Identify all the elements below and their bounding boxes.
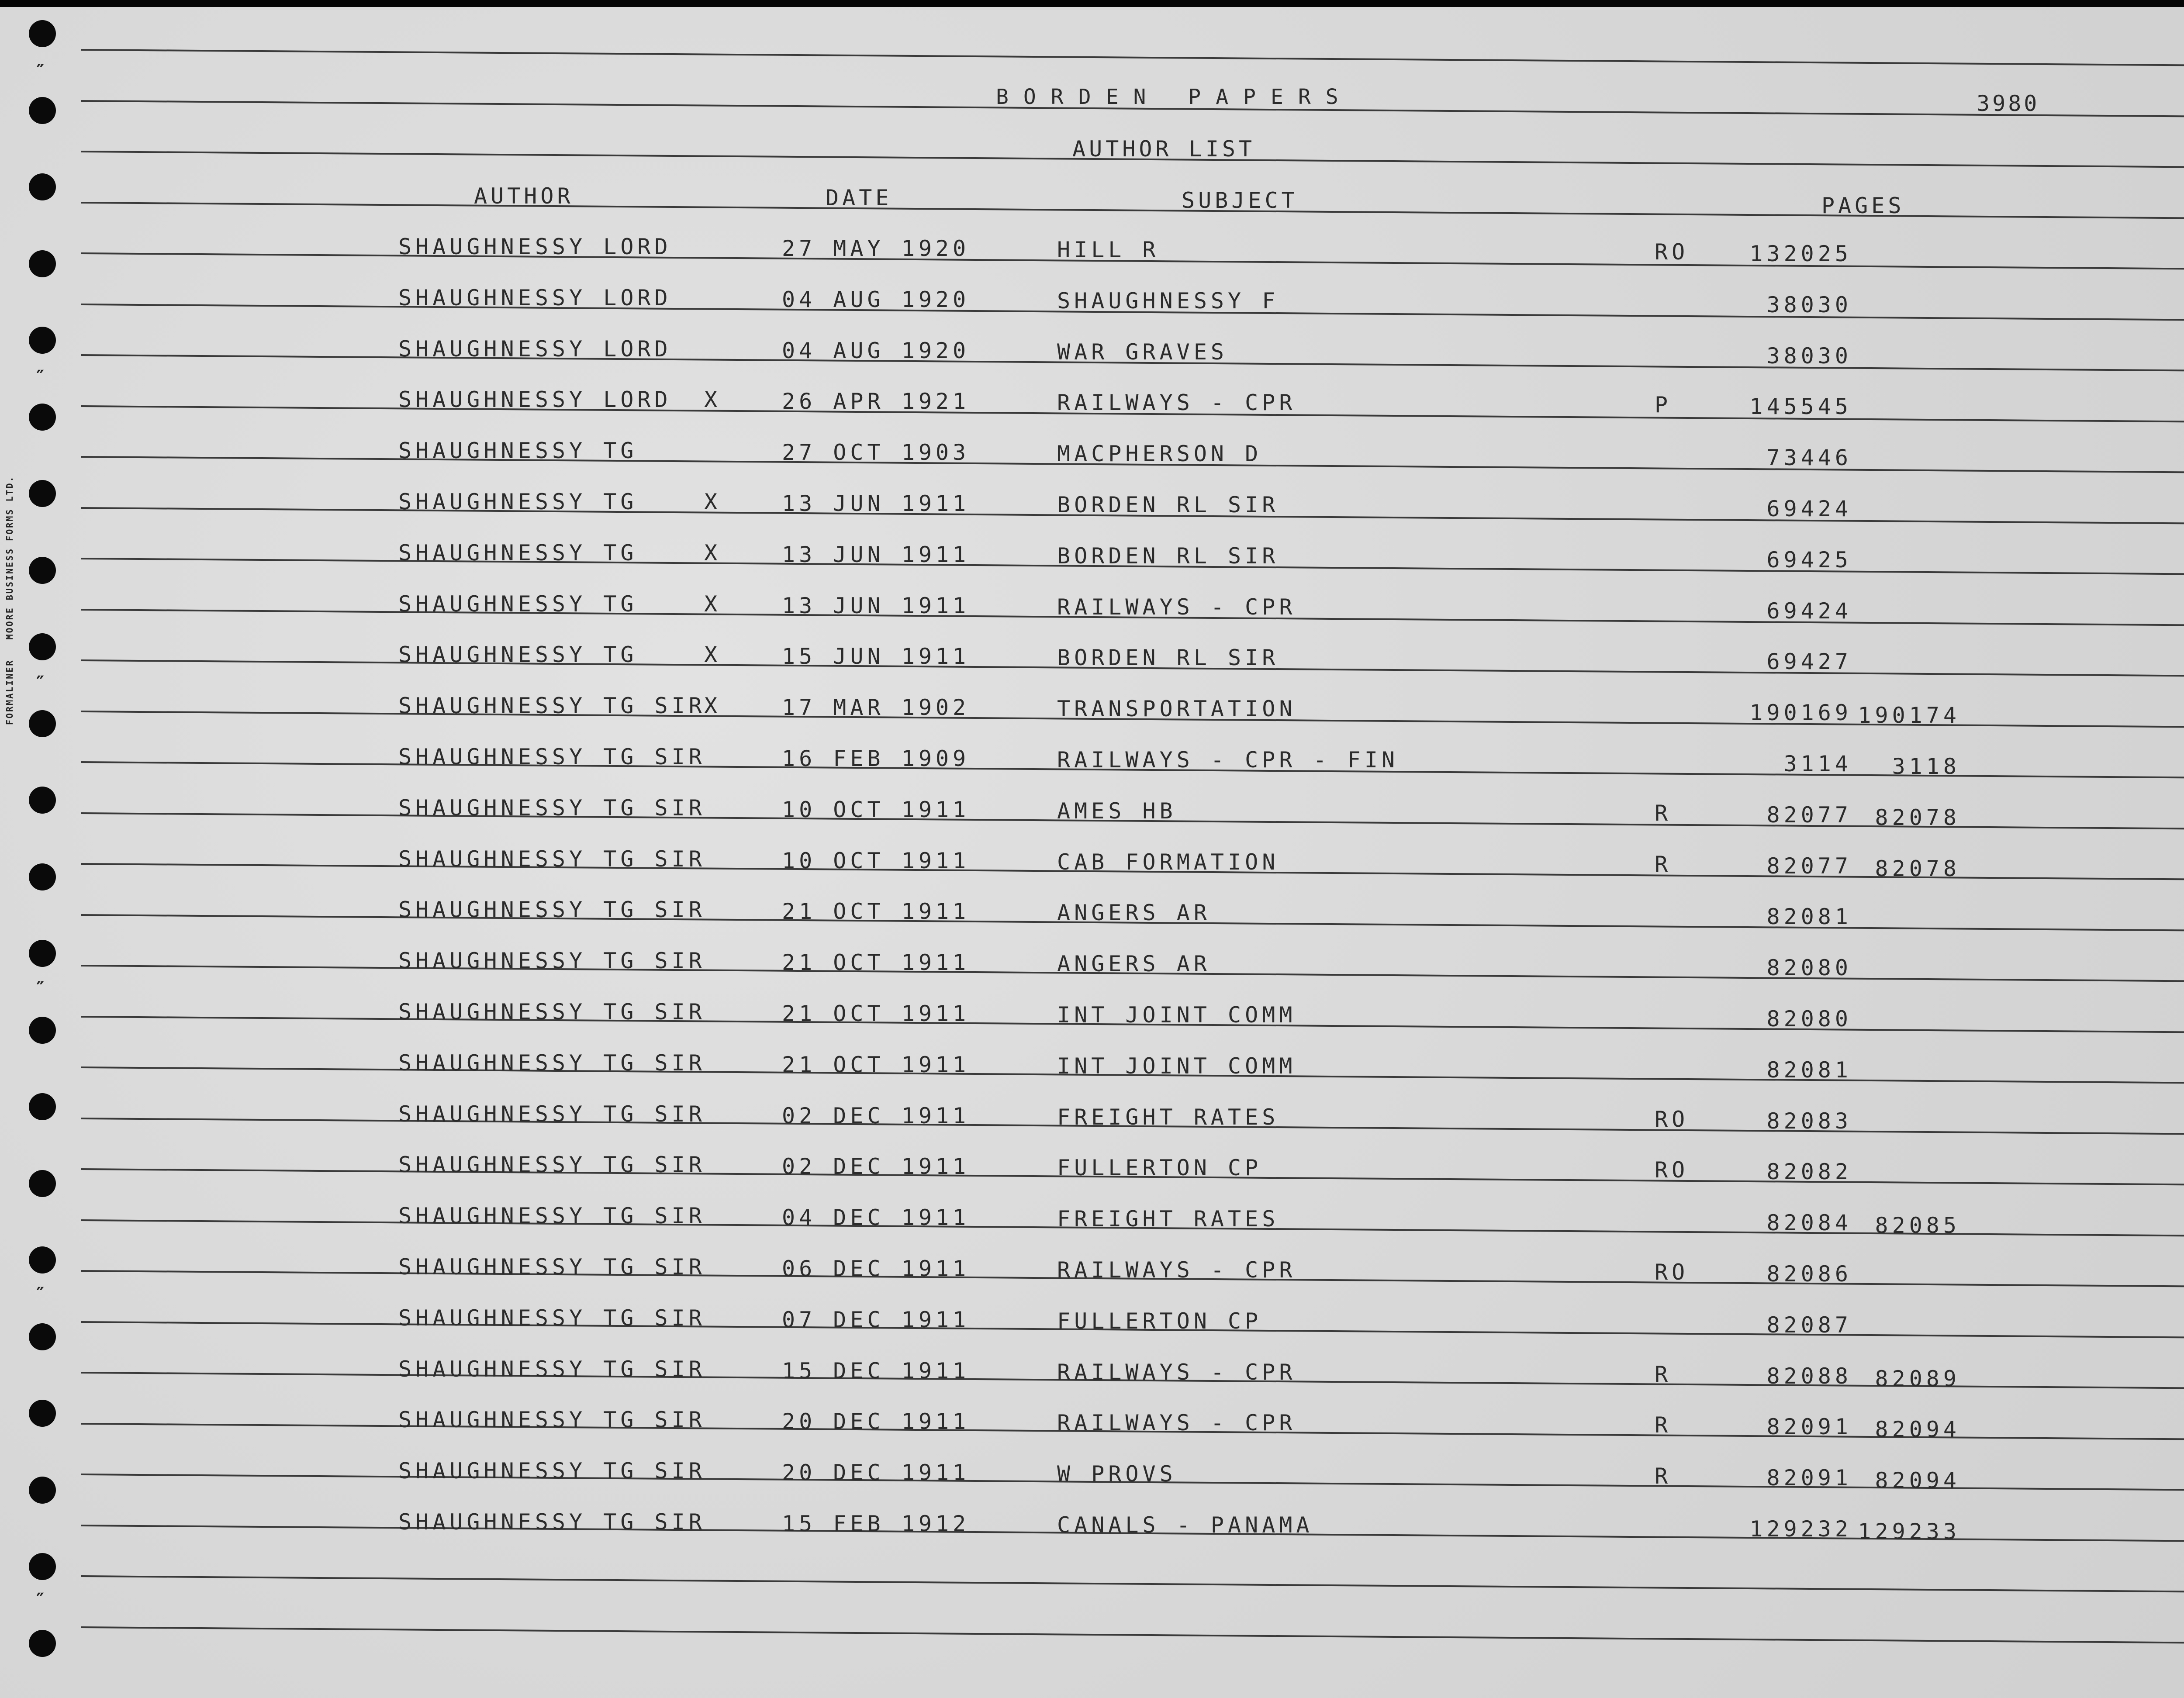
date-cell: 02 DEC 1911	[782, 1154, 970, 1180]
page-start-cell: 82087	[1766, 1312, 1852, 1338]
subject-cell: W PROVS	[1057, 1461, 1177, 1487]
subject-cell: WAR GRAVES	[1057, 339, 1228, 365]
feed-hole	[29, 710, 56, 737]
date-cell: 21 OCT 1911	[782, 1052, 970, 1077]
author-cell: SHAUGHNESSY TG SIR	[398, 846, 706, 872]
page-start-cell: 82080	[1766, 1006, 1852, 1032]
author-cell: SHAUGHNESSY TG	[398, 489, 638, 514]
page-start-cell: 38030	[1766, 343, 1852, 369]
author-cell: SHAUGHNESSY TG SIR	[398, 693, 706, 719]
subject-cell: RAILWAYS - CPR	[1057, 1257, 1296, 1283]
page-start-cell: 129232	[1749, 1516, 1852, 1542]
subject-cell: RAILWAYS - CPR	[1057, 1410, 1296, 1436]
page-start-cell: 82091	[1766, 1465, 1852, 1491]
author-cell: SHAUGHNESSY TG	[398, 591, 638, 617]
page-end-cell: 82094	[1875, 1417, 1960, 1443]
subject-cell: AMES HB	[1057, 798, 1177, 824]
feed-hole	[29, 940, 56, 967]
page-start-cell: 82077	[1766, 802, 1852, 828]
column-header-author: AUTHOR	[474, 183, 574, 209]
feed-hole	[29, 787, 56, 814]
page-end-cell: 3118	[1892, 754, 1960, 779]
column-header-subject: SUBJECT	[1182, 188, 1298, 213]
feed-hole	[29, 1477, 56, 1504]
author-cell: SHAUGHNESSY LORD	[398, 336, 672, 362]
author-cell: SHAUGHNESSY TG SIR	[398, 1356, 706, 1382]
subject-cell: FREIGHT RATES	[1057, 1104, 1279, 1130]
column-header-date: DATE	[826, 185, 892, 211]
feed-hole	[29, 633, 56, 660]
feed-hole	[29, 1553, 56, 1580]
list-title: AUTHOR LIST	[1072, 136, 1256, 162]
page-top-edge	[0, 0, 2184, 7]
code-cell: RO	[1655, 1260, 1689, 1285]
date-cell: 15 DEC 1911	[782, 1358, 970, 1384]
date-cell: 04 AUG 1920	[782, 338, 970, 363]
date-cell: 07 DEC 1911	[782, 1307, 970, 1332]
page-end-cell: 82094	[1875, 1468, 1960, 1494]
feed-hole	[29, 1093, 56, 1120]
feed-hole	[29, 1630, 56, 1657]
date-cell: 13 JUN 1911	[782, 542, 970, 567]
mark-cell: X	[704, 489, 722, 514]
subject-cell: RAILWAYS - CPR	[1057, 594, 1296, 620]
feed-hole	[29, 1323, 56, 1350]
subject-cell: ANGERS AR	[1057, 951, 1211, 977]
perforation-mark: ″	[35, 673, 47, 693]
page-start-cell: 69424	[1766, 598, 1852, 624]
page-start-cell: 82081	[1766, 1057, 1852, 1083]
author-cell: SHAUGHNESSY TG SIR	[398, 999, 706, 1025]
perforation-mark: ″	[35, 1590, 47, 1610]
author-cell: SHAUGHNESSY TG	[398, 438, 638, 464]
date-cell: 21 OCT 1911	[782, 1001, 970, 1026]
author-cell: SHAUGHNESSY TG SIR	[398, 744, 706, 770]
author-cell: SHAUGHNESSY TG SIR	[398, 1407, 706, 1433]
date-cell: 21 OCT 1911	[782, 899, 970, 925]
subject-cell: BORDEN RL SIR	[1057, 492, 1279, 518]
feed-hole	[29, 557, 56, 584]
author-cell: SHAUGHNESSY LORD	[398, 387, 672, 413]
date-cell: 26 APR 1921	[782, 389, 970, 414]
page-start-cell: 3114	[1783, 751, 1852, 777]
code-cell: RO	[1655, 1106, 1689, 1132]
subject-cell: FREIGHT RATES	[1057, 1206, 1279, 1232]
mark-cell: X	[704, 591, 722, 617]
code-cell: RO	[1655, 239, 1689, 265]
page-start-cell: 82084	[1766, 1210, 1852, 1236]
page-start-cell: 69425	[1766, 547, 1852, 573]
page-start-cell: 82077	[1766, 853, 1852, 879]
author-cell: SHAUGHNESSY LORD	[398, 285, 672, 311]
date-cell: 20 DEC 1911	[782, 1460, 970, 1486]
code-cell: R	[1655, 851, 1672, 877]
author-cell: SHAUGHNESSY TG SIR	[398, 1254, 706, 1280]
subject-cell: MACPHERSON D	[1057, 441, 1262, 467]
page-end-cell: 82089	[1875, 1366, 1960, 1391]
author-cell: SHAUGHNESSY LORD	[398, 234, 672, 259]
page-end-cell: 82078	[1875, 804, 1960, 830]
subject-cell: RAILWAYS - CPR	[1057, 1359, 1296, 1385]
date-cell: 27 MAY 1920	[782, 236, 970, 261]
ruled-line	[81, 1575, 2184, 1593]
perforation-mark: ″	[35, 1284, 47, 1304]
date-cell: 10 OCT 1911	[782, 848, 970, 873]
subject-cell: RAILWAYS - CPR	[1057, 390, 1296, 416]
date-cell: 15 JUN 1911	[782, 644, 970, 670]
feed-hole	[29, 480, 56, 507]
mark-cell: X	[704, 387, 722, 413]
author-cell: SHAUGHNESSY TG SIR	[398, 1152, 706, 1178]
feed-hole	[29, 97, 56, 124]
subject-cell: FULLERTON CP	[1057, 1308, 1262, 1334]
author-cell: SHAUGHNESSY TG SIR	[398, 897, 706, 923]
perforation-mark: ″	[35, 367, 47, 387]
page-start-cell: 82081	[1766, 904, 1852, 930]
feed-hole	[29, 250, 56, 277]
author-cell: SHAUGHNESSY TG SIR	[398, 1203, 706, 1229]
code-cell: R	[1655, 1463, 1672, 1489]
subject-cell: BORDEN RL SIR	[1057, 543, 1279, 569]
perforation-mark: ″	[35, 978, 47, 998]
author-cell: SHAUGHNESSY TG SIR	[398, 1509, 706, 1535]
subject-cell: CANALS - PANAMA	[1057, 1512, 1313, 1538]
subject-cell: SHAUGHNESSY F	[1057, 288, 1279, 314]
author-cell: SHAUGHNESSY TG SIR	[398, 1050, 706, 1076]
page-end-cell: 129233	[1858, 1519, 1960, 1544]
subject-cell: INT JOINT COMM	[1057, 1002, 1296, 1028]
subject-cell: CAB FORMATION	[1057, 849, 1279, 875]
feed-hole	[29, 1017, 56, 1044]
feed-hole	[29, 1246, 56, 1274]
date-cell: 10 OCT 1911	[782, 797, 970, 822]
perforation-mark: ″	[35, 61, 47, 81]
page-start-cell: 69427	[1766, 649, 1852, 675]
printer-form-mark: FORMALINER MOORE BUSINESS FORMS LTD.	[4, 475, 15, 725]
subject-cell: RAILWAYS - CPR - FIN	[1057, 747, 1399, 773]
date-cell: 02 DEC 1911	[782, 1103, 970, 1129]
column-header-pages: PAGES	[1821, 193, 1905, 218]
date-cell: 21 OCT 1911	[782, 950, 970, 976]
date-cell: 15 FEB 1912	[782, 1511, 970, 1536]
date-cell: 27 OCT 1903	[782, 440, 970, 466]
page-start-cell: 38030	[1766, 292, 1852, 318]
page-end-cell: 190174	[1858, 703, 1960, 728]
page-start-cell: 69424	[1766, 496, 1852, 521]
author-cell: SHAUGHNESSY TG SIR	[398, 1101, 706, 1127]
mark-cell: X	[704, 693, 722, 719]
page-start-cell: 82082	[1766, 1159, 1852, 1185]
subject-cell: FULLERTON CP	[1057, 1155, 1262, 1181]
date-cell: 20 DEC 1911	[782, 1409, 970, 1435]
feed-hole	[29, 1400, 56, 1427]
code-cell: RO	[1655, 1157, 1689, 1183]
code-cell: R	[1655, 800, 1672, 826]
date-cell: 04 DEC 1911	[782, 1205, 970, 1231]
page-end-cell: 82078	[1875, 856, 1960, 881]
subject-cell: TRANSPORTATION	[1057, 696, 1296, 722]
feed-hole	[29, 1170, 56, 1197]
ruled-line	[81, 49, 2184, 66]
page-start-cell: 82086	[1766, 1261, 1852, 1287]
author-cell: SHAUGHNESSY TG SIR	[398, 795, 706, 821]
page-number: 3980	[1977, 91, 2040, 116]
mark-cell: X	[704, 540, 722, 566]
page-start-cell: 132025	[1749, 241, 1852, 266]
code-cell: P	[1655, 392, 1672, 418]
date-cell: 06 DEC 1911	[782, 1256, 970, 1281]
ruled-line	[81, 1626, 2184, 1644]
mark-cell: X	[704, 642, 722, 668]
feed-hole	[29, 173, 56, 200]
page-start-cell: 82080	[1766, 955, 1852, 981]
feed-hole	[29, 327, 56, 354]
document-title: BORDEN PAPERS	[996, 85, 1353, 109]
subject-cell: BORDEN RL SIR	[1057, 645, 1279, 671]
author-cell: SHAUGHNESSY TG SIR	[398, 1458, 706, 1484]
date-cell: 16 FEB 1909	[782, 746, 970, 771]
subject-cell: ANGERS AR	[1057, 900, 1211, 926]
code-cell: R	[1655, 1412, 1672, 1438]
page-start-cell: 190169	[1749, 700, 1852, 726]
date-cell: 17 MAR 1902	[782, 695, 970, 721]
subject-cell: HILL R	[1057, 237, 1160, 262]
page-start-cell: 82088	[1766, 1363, 1852, 1389]
feed-hole	[29, 404, 56, 431]
feed-hole	[29, 863, 56, 890]
page-start-cell: 145545	[1749, 394, 1852, 420]
page-end-cell: 82085	[1875, 1213, 1960, 1239]
author-cell: SHAUGHNESSY TG	[398, 642, 638, 668]
author-cell: SHAUGHNESSY TG	[398, 540, 638, 566]
author-cell: SHAUGHNESSY TG SIR	[398, 948, 706, 974]
subject-cell: INT JOINT COMM	[1057, 1053, 1296, 1079]
page-start-cell: 82091	[1766, 1414, 1852, 1440]
page-start-cell: 73446	[1766, 445, 1852, 471]
feed-hole	[29, 20, 56, 47]
page-start-cell: 82083	[1766, 1108, 1852, 1134]
date-cell: 04 AUG 1920	[782, 286, 970, 312]
date-cell: 13 JUN 1911	[782, 593, 970, 618]
code-cell: R	[1655, 1361, 1672, 1387]
date-cell: 13 JUN 1911	[782, 491, 970, 516]
author-cell: SHAUGHNESSY TG SIR	[398, 1305, 706, 1331]
